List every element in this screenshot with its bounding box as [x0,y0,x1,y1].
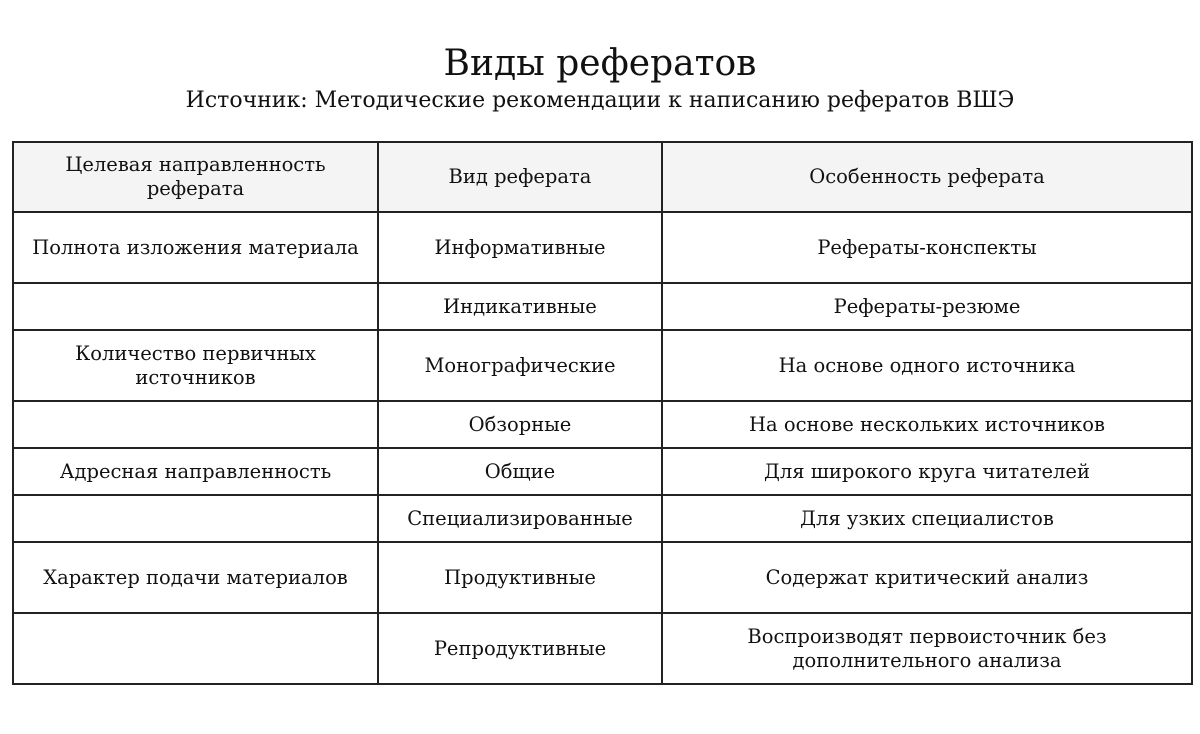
feature-cell: Для широкого круга читателей [662,448,1192,495]
type-cell: Монографические [378,330,662,401]
type-cell: Индикативные [378,283,662,330]
type-cell: Обзорные [378,401,662,448]
table-row [13,283,1192,330]
feature-cell: Воспроизводят первоисточник без дополнительного анализа [662,613,1192,684]
header-report-type: Вид реферата [378,142,662,212]
type-cell: Репродуктивные [378,613,662,684]
table-header-row [13,142,1192,212]
page-title: Виды рефератов [443,43,757,84]
feature-cell: Содержат критический анализ [662,542,1192,613]
type-cell: Специализированные [378,495,662,542]
category-cell [13,401,378,448]
report-types-table [12,141,1193,685]
category-cell [13,283,378,330]
page-subtitle-source: Источник: Методические рекомендации к написанию рефератов ВШЭ [185,88,1015,113]
header-report-feature: Особенность реферата [662,142,1192,212]
category-cell: Характер подачи материалов [13,542,378,613]
type-cell: Продуктивные [378,542,662,613]
feature-cell: Рефераты-конспекты [662,212,1192,283]
table-row [13,495,1192,542]
type-cell: Общие [378,448,662,495]
table-row [13,613,1192,684]
table-row [13,448,1192,495]
feature-cell: На основе нескольких источников [662,401,1192,448]
category-cell [13,613,378,684]
feature-cell: Рефераты-резюме [662,283,1192,330]
category-cell: Полнота изложения материала [13,212,378,283]
feature-cell: Для узких специалистов [662,495,1192,542]
table-row [13,542,1192,613]
table-row [13,401,1192,448]
category-cell: Количество первичных источников [13,330,378,401]
table-row [13,212,1192,283]
feature-cell: На основе одного источника [662,330,1192,401]
type-cell: Информативные [378,212,662,283]
header-target-focus: Целевая направленность реферата [13,142,378,212]
category-cell: Адресная направленность [13,448,378,495]
table-row [13,330,1192,401]
category-cell [13,495,378,542]
